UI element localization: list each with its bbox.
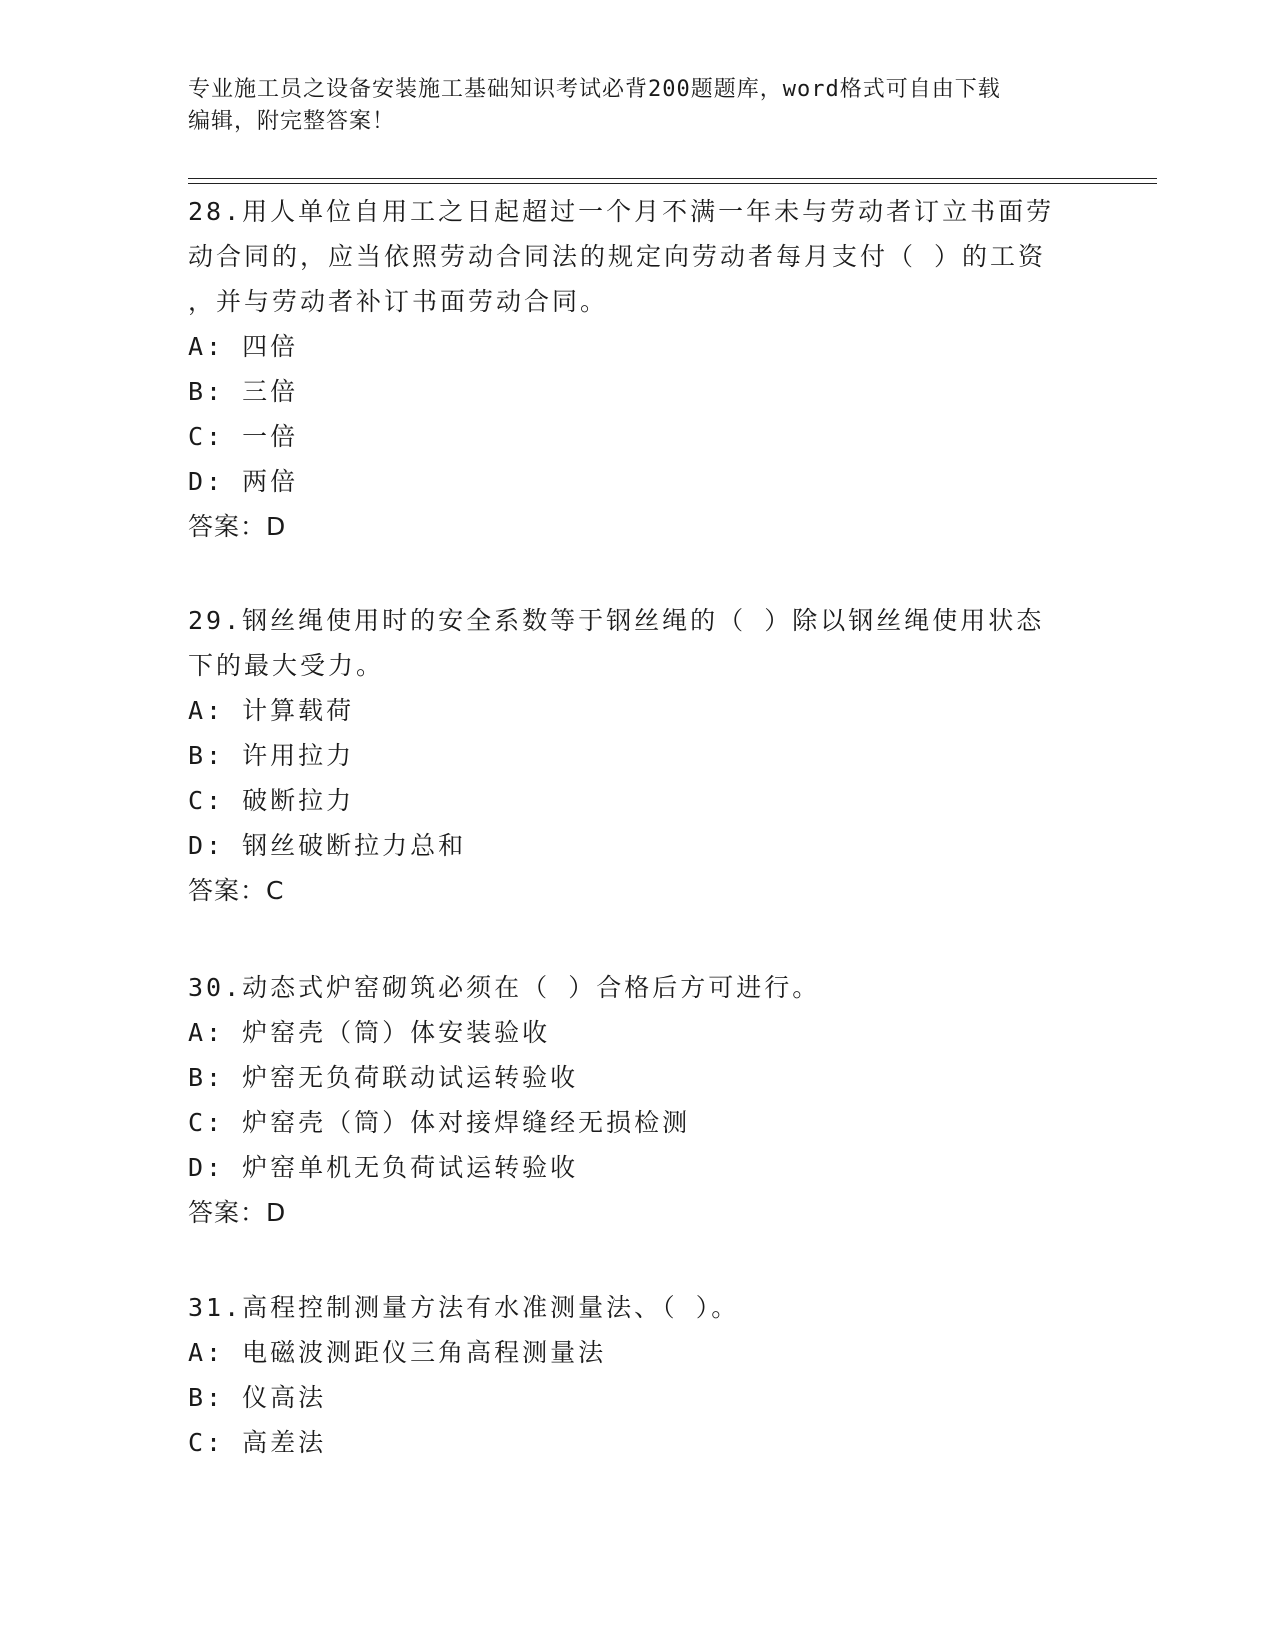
- answer-label: 答案：D: [188, 512, 287, 541]
- option-c: C: 炉窑壳（筒）体对接焊缝经无损检测: [188, 1108, 691, 1137]
- header-line: 编辑，附完整答案！: [188, 109, 396, 134]
- header-divider: [188, 178, 1157, 179]
- option-a: A: 计算载荷: [188, 696, 355, 725]
- question-block: [188, 1285, 1088, 1465]
- option-c: C: 破断拉力: [188, 786, 355, 815]
- option-a: A: 炉窑壳（筒）体安装验收: [188, 1018, 551, 1047]
- option-a: A: 电磁波测距仪三角高程测量法: [188, 1338, 607, 1367]
- option-d: D: 钢丝破断拉力总和: [188, 831, 467, 860]
- question-line: 31.高程控制测量方法有水准测量法、（ ）。: [188, 1293, 740, 1322]
- option-d: D: 炉窑单机无负荷试运转验收: [188, 1153, 579, 1182]
- option-c: C: 一倍: [188, 422, 299, 451]
- question-line: 下的最大受力。: [188, 651, 385, 680]
- question-block: [188, 965, 1088, 1235]
- option-d: D: 两倍: [188, 467, 299, 496]
- option-b: B: 许用拉力: [188, 741, 355, 770]
- option-b: B: 仪高法: [188, 1383, 327, 1412]
- question-line: 动合同的，应当依照劳动合同法的规定向劳动者每月支付（ ）的工资: [188, 242, 1047, 271]
- option-b: B: 炉窑无负荷联动试运转验收: [188, 1063, 579, 1092]
- option-b: B: 三倍: [188, 377, 299, 406]
- header-line: 专业施工员之设备安装施工基础知识考试必背200题题库，word格式可自由下载: [188, 77, 1001, 102]
- question-line: 28.用人单位自用工之日起超过一个月不满一年未与劳动者订立书面劳: [188, 197, 1055, 226]
- header-divider: [188, 183, 1157, 184]
- document-header: [188, 74, 1088, 138]
- question-line: 30.动态式炉窑砌筑必须在（ ）合格后方可进行。: [188, 973, 821, 1002]
- question-line: 29.钢丝绳使用时的安全系数等于钢丝绳的（ ）除以钢丝绳使用状态: [188, 606, 1045, 635]
- option-c: C: 高差法: [188, 1428, 327, 1457]
- question-text: [188, 189, 1088, 324]
- question-line: ，并与劳动者补订书面劳动合同。: [188, 287, 609, 316]
- question-text: [188, 598, 1088, 688]
- question-block: [188, 189, 1088, 549]
- option-a: A: 四倍: [188, 332, 299, 361]
- answer-label: 答案：C: [188, 876, 285, 905]
- answer-label: 答案：D: [188, 1198, 287, 1227]
- question-block: [188, 598, 1088, 913]
- question-text: [188, 965, 1088, 1010]
- question-text: [188, 1285, 1088, 1330]
